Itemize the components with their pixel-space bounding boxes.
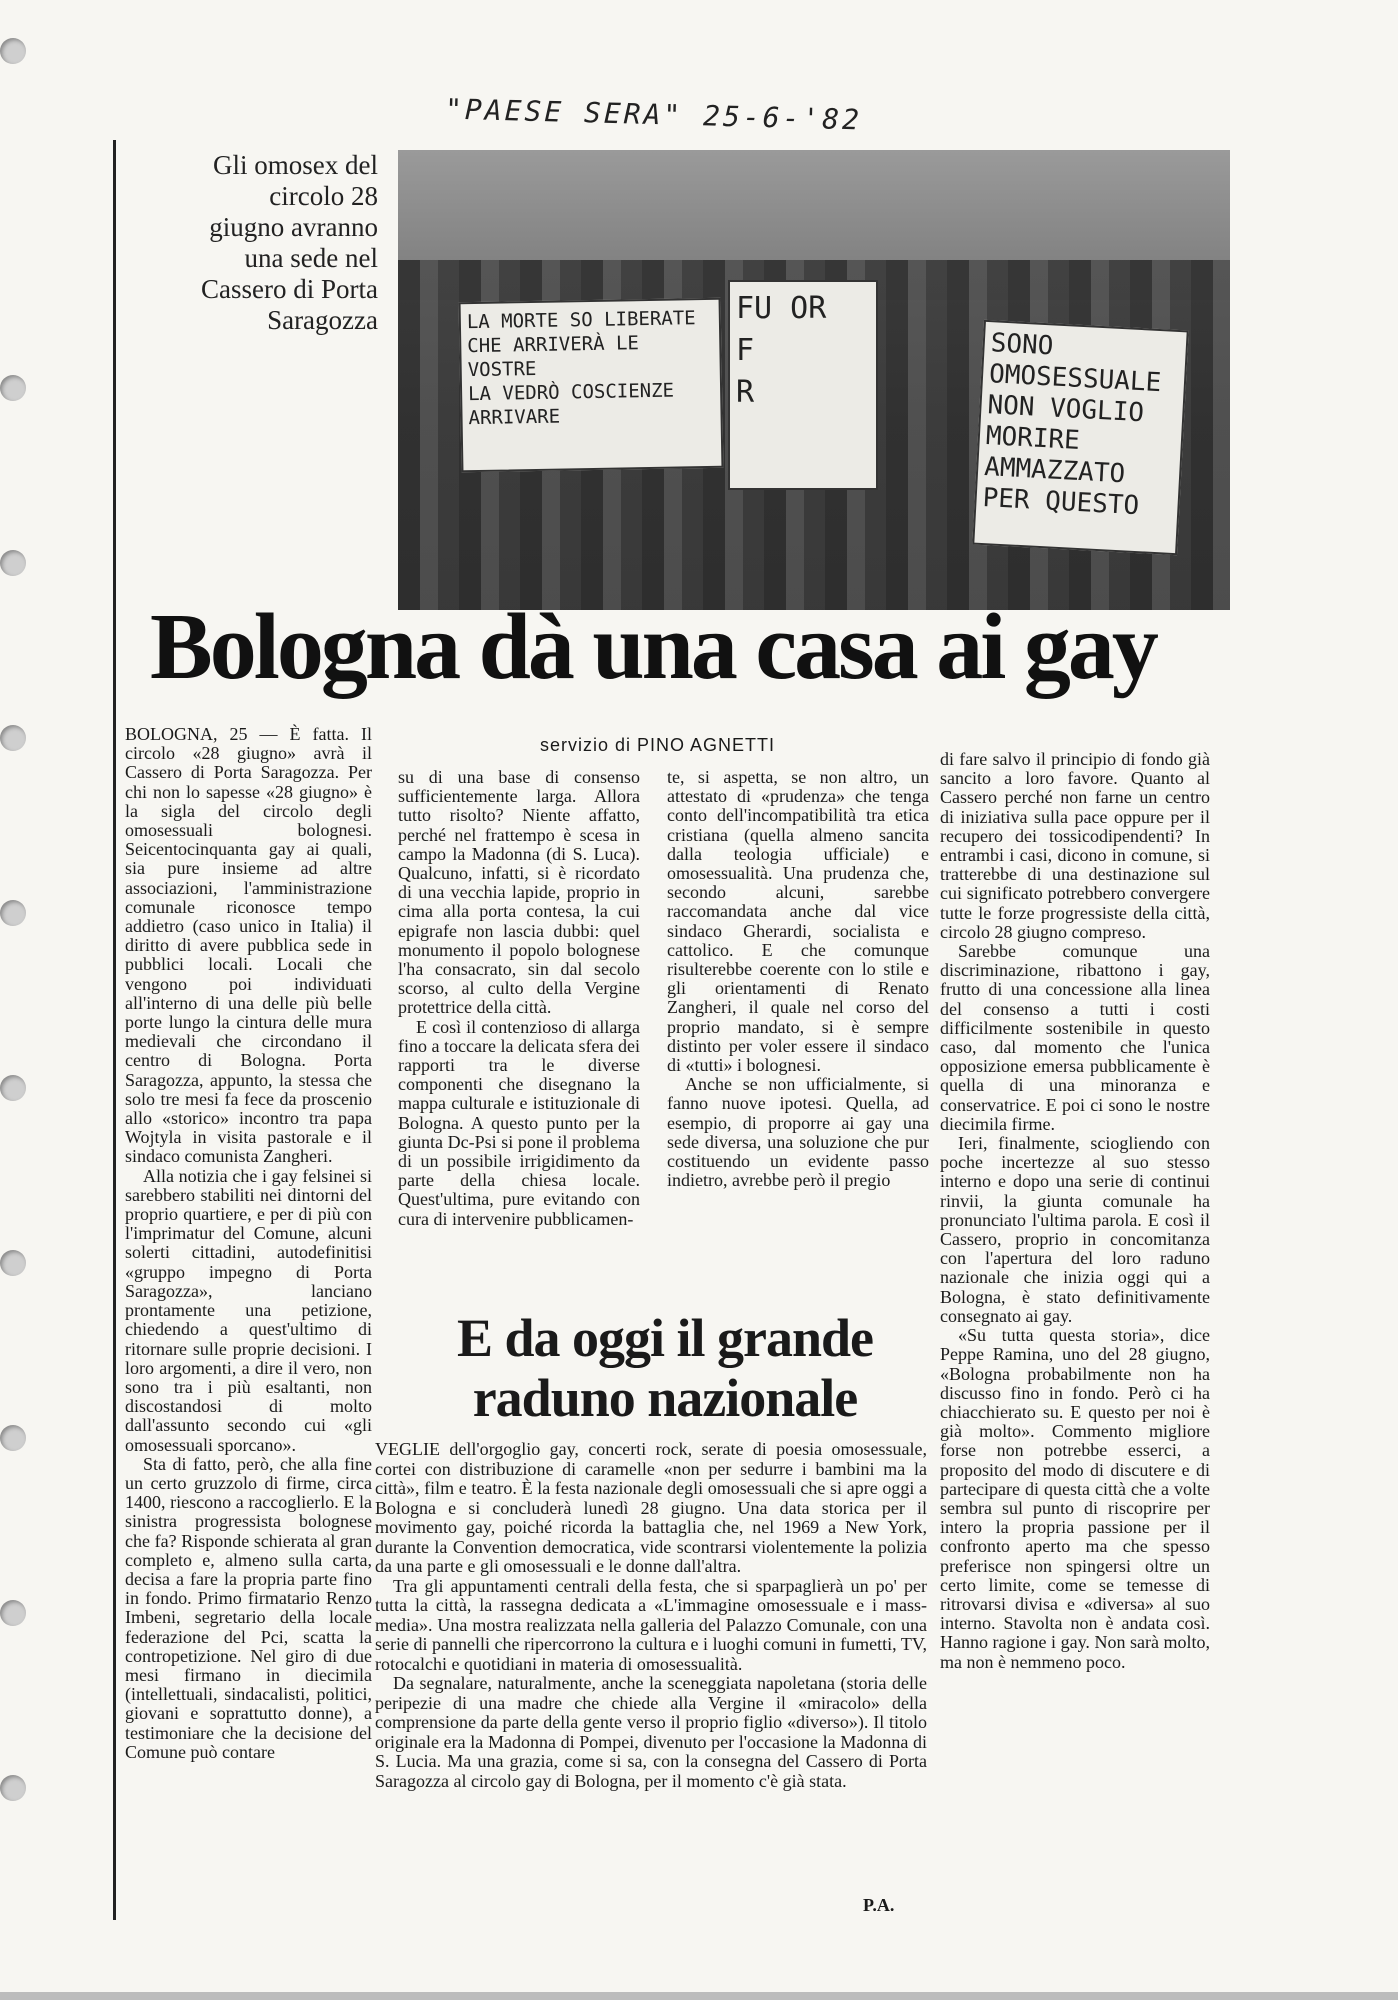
handwritten-annotation: "PAESE SERA" 25-6-'82 bbox=[444, 92, 863, 137]
article-column bbox=[125, 725, 372, 1762]
secondary-article bbox=[375, 1440, 927, 1791]
article-column bbox=[398, 768, 640, 1229]
paragraph: E così il contenzioso di allarga fino a toccare la delicata sfera dei rapporti tra le diverse componenti che disegnano la mappa culturale e istituzionale di Bologna. A questo punto per la giunta Dc-Psi si pone il problema di un possibile irrigidimento da parte della chiesa locale. Quest'ultima, pure evitando con cura di intervenire pubblicamen- bbox=[398, 1016, 640, 1229]
article-column bbox=[940, 750, 1210, 1672]
paragraph: te, si aspetta, se non altro, un attestato di «prudenza» che tenga conto dell'incompatibilità tra etica cristiana (quella almeno sancita dalla teologia ufficiale) e omosessualità. Una prudenza che, secondo alcuni, sarebbe raccomandata anche dal vice sindaco Gherardi, socialista e cattolico. E che comunque risulterebbe coerente con lo stile e gli orientamenti di Renato Zangheri, il quale nel corso del proprio mandato, si è sempre distinto per voler essere il sindaco di «tutti» i bolognesi. bbox=[667, 767, 929, 1076]
binder-hole bbox=[0, 375, 26, 401]
protest-sign: SONO OMOSESSUALE NON VOGLIO MORIRE AMMAZZATO PER QUESTO bbox=[972, 320, 1188, 555]
paragraph: su di una base di consenso sufficientemente larga. Allora tutto risolto? Niente affatto, perché nel frattempo è scesa in campo la Madonna (di S. Luca). Qualcuno, infatti, si è ricordato di una vecchia lapide, proprio in cima alla porta contesa, la cui epigrafe non lascia dubbi: quel monumento il popolo bolognese l'ha consacrato, sin dal secolo scorso, al culto della Vergine protettrice della città. bbox=[398, 767, 640, 1018]
paragraph: «Su tutta questa storia», dice Peppe Ramina, uno del 28 giugno, «Bologna probabilmente non ha discusso fino in fondo. Però ci ha chiacchierato su. E questo per noi è già molto». Commento migliore forse non potrebbe esserci, a proposito del modo di discutere e di partecipare di questa città che a volte sembra sul punto di riscoprire per intero la propria passione per il confronto aperto ma che spesso preferisce non spingersi oltre un certo limite, come se temesse di ritrovarsi divisa e «diversa» al suo interno. Stavolta non è andata così. Hanno ragione i gay. Non sarà molto, ma non è nemmeno poco. bbox=[940, 1325, 1210, 1672]
binder-hole bbox=[0, 900, 26, 926]
author-initials: P.A. bbox=[863, 1895, 895, 1915]
paragraph: BOLOGNA, 25 — È fatta. Il circolo «28 giugno» avrà il Cassero di Porta Saragozza. Per chi non lo sapesse «28 giugno» è la sigla del circolo degli omosessuali bolognesi. Seicentocinquanta gay ai quali, sia pure insieme ad altre associazioni, l'amministrazione comunale riconosce tempo addietro (caso unico in Italia) il diritto di avere pubblica sede in pubblici locali. Locali che vengono poi individuati all'interno di una delle più belle porte lungo la cintura delle mura medievali che circondano il centro di Bologna. Porta Saragozza, appunto, la stessa che solo tre mesi fa fece da proscenio allo «storico» incontro tra papa Wojtyla in visita pastorale e il sindaco comunista Zangheri. bbox=[125, 724, 372, 1167]
paragraph: Anche se non ufficialmente, si fanno nuove ipotesi. Quella, ad esempio, di proporre ai gay una sede diversa, una soluzione che pur costituendo un evidente passo indietro, avrebbe però il pregio bbox=[667, 1074, 929, 1191]
binder-hole bbox=[0, 1425, 26, 1451]
protest-sign: LA MORTE SO LIBERATE CHE ARRIVERÀ LE VOSTRE LA VEDRÒ COSCIENZE ARRIVARE bbox=[459, 298, 724, 473]
binder-hole bbox=[0, 1600, 26, 1626]
protest-photo bbox=[398, 150, 1230, 610]
subheadline: E da oggi il grande raduno nazionale bbox=[456, 1308, 874, 1428]
binder-hole bbox=[0, 1075, 26, 1101]
paragraph: di fare salvo il principio di fondo già sancito a loro favore. Quanto al Cassero perché non farne un centro di iniziativa sulla pace oppure per il recupero dei tossicodipendenti? In entrambi i casi, dicono in comune, si tratterebbe di una destinazione sul cui significato potrebbero convergere tutte le forze progressiste della città, circolo 28 giugno compreso. bbox=[940, 749, 1210, 942]
binder-hole bbox=[0, 550, 26, 576]
paragraph: VEGLIE dell'orgoglio gay, concerti rock, serate di poesia omosessuale, cortei con distribuzione di caramelle «non per sedurre i bambini ma la città», film e teatro. È la festa nazionale degli omosessuali che si apre oggi a Bologna e si concluderà lunedì 28 giugno. Una data storica per il movimento gay, poiché ricorda la battaglia che, nel 1969 a New York, durante la Convention democratica, vide scontrarsi violentemente la polizia da una parte e gli omosessuali e le donne dall'altra. bbox=[375, 1439, 927, 1576]
scan-edge bbox=[0, 1992, 1398, 2000]
paragraph: Ieri, finalmente, sciogliendo con poche incertezze al suo stesso interno e dopo una serie di continui rinvii, la giunta comunale ha pronunciato l'ultima parola. E così il Cassero, proprio in concomitanza con l'apertura del loro raduno nazionale che inizia oggi qui a Bologna, è stato definitivamente consegnato ai gay. bbox=[940, 1133, 1210, 1326]
paragraph: Tra gli appuntamenti centrali della festa, che si sparpaglierà un po' per tutta la città, la rassegna dedicata a «L'immagine omosessuale e i mass-media». Una mostra realizzata nella galleria del Palazzo Comunale, con una serie di pannelli che ripercorrono la cultura e i luoghi comuni in fumetti, TV, rotocalchi e quotidiani in materia di omosessualità. bbox=[375, 1575, 927, 1674]
headline: Bologna dà una casa ai gay bbox=[150, 595, 1156, 699]
byline: servizio di PINO AGNETTI bbox=[540, 735, 776, 755]
paragraph: Alla notizia che i gay felsinei si sarebbero stabiliti nei dintorni del proprio quartiere, e per di più con l'imprimatur del Comune, alcuni solerti cittadini, autodefinitisi «gruppo impegno di Porta Saragozza», lanciano prontamente una petizione, chiedendo a quest'ultimo di ritornare sulle proprie decisioni. I loro argomenti, a dire il vero, non sono tra i più esaltanti, non discostandosi di molto dall'assunto secondo cui «gli omosessuali sporcano». bbox=[125, 1165, 372, 1455]
column-rule bbox=[113, 140, 116, 1920]
protest-sign: FU OR F R bbox=[728, 280, 878, 490]
paragraph: Sta di fatto, però, che alla fine un certo gruzzolo di firme, circa 1400, riescono a raccoglierlo. E la sinistra progressista bolognese che fa? Risponde schierata al gran completo e, almeno sulla carta, decisa a fare la propria parte fino in fondo. Primo firmatario Renzo Imbeni, segretario della locale federazione del Pci, scatta la contropetizione. Nel giro di due mesi firmano in diecimila (intellettuali, sindacalisti, politici, giovani e soprattutto donne), a testimoniare che la decisione del Comune può contare bbox=[125, 1453, 372, 1762]
binder-hole bbox=[0, 1775, 26, 1801]
paragraph: Sarebbe comunque una discriminazione, ribattono i gay, frutto di una concessione alla linea del consenso a tutti i costi difficilmente sostenibile in questo caso, dal momento che l'unica opposizione emersa pubblicamente è quella di una minoranza e conservatrice. E poi ci sono le nostre diecimila firme. bbox=[940, 941, 1210, 1134]
article-column bbox=[667, 768, 929, 1190]
binder-hole bbox=[0, 1250, 26, 1276]
binder-hole bbox=[0, 725, 26, 751]
binder-hole bbox=[0, 38, 26, 64]
paragraph: Da segnalare, naturalmente, anche la sceneggiata napoletana (storia delle peripezie di una madre che chiede alla Vergine il «miracolo» della comprensione da parte della gente verso il proprio figlio «diverso»). Il titolo originale era la Madonna di Pompei, divenuto per l'occasione la Madonna di S. Lucia. Ma una grazia, come si sa, con la consegna del Cassero di Porta Saragozza al circolo gay di Bologna, per il momento c'è già stata. bbox=[375, 1673, 927, 1791]
kicker-text: Gli omosex del circolo 28 giugno avranno una sede nel Cassero di Porta Saragozza bbox=[201, 150, 378, 335]
